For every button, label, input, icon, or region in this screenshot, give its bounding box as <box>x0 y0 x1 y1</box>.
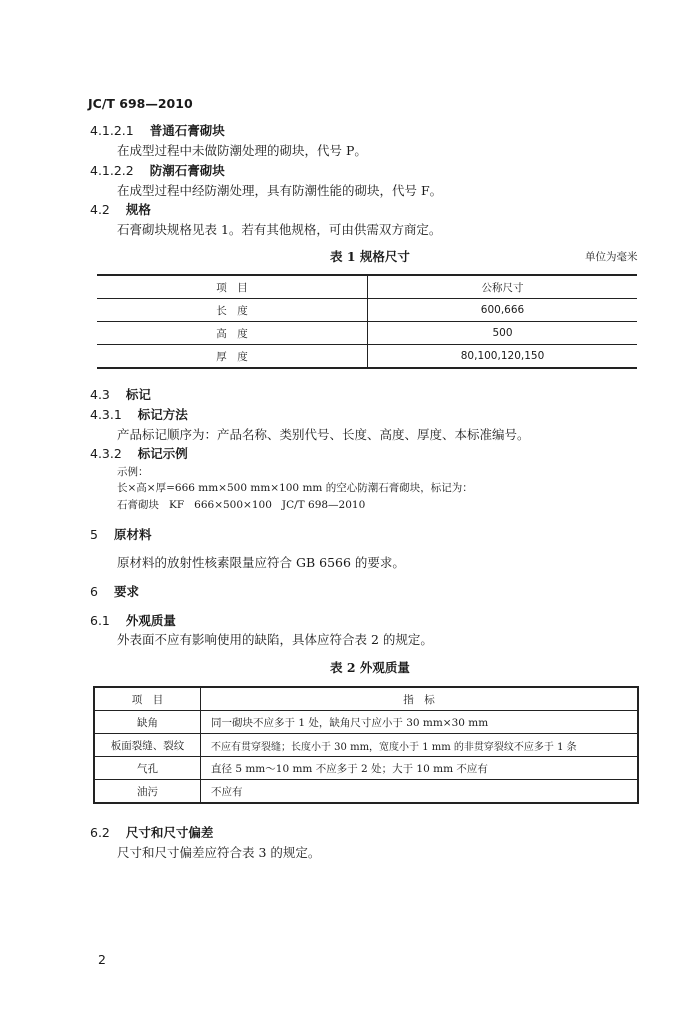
section-title: 要求 <box>113 584 139 599</box>
table-cell: 不应有 <box>201 780 639 804</box>
table-cell: 缺角 <box>94 711 201 734</box>
table-header-cell: 项 目 <box>97 275 368 299</box>
table2 <box>93 686 639 804</box>
section-5-text: 原材料的放射性核素限量应符合 GB 6566 的要求。 <box>117 555 405 570</box>
section-number: 6.2 <box>90 825 110 840</box>
section-number: 4.1.2.1 <box>90 123 134 138</box>
section-4-3-1-heading <box>90 405 188 423</box>
table-cell: 板面裂缝、裂纹 <box>94 734 201 757</box>
section-number: 4.2 <box>90 202 110 217</box>
table-cell: 长 度 <box>97 299 368 322</box>
table-header-cell: 项 目 <box>94 687 201 711</box>
example-label: 示例： <box>117 466 149 478</box>
section-4-3-heading <box>90 385 151 403</box>
section-title: 尺寸和尺寸偏差 <box>125 825 214 840</box>
section-number: 4.3 <box>90 387 110 402</box>
section-4-2-heading <box>90 200 151 218</box>
section-6-1-heading <box>90 611 176 629</box>
table-cell: 厚 度 <box>97 345 368 369</box>
section-4-3-1-text: 产品标记顺序为：产品名称、类别代号、长度、高度、厚度、本标准编号。 <box>117 427 530 442</box>
table-cell: 600,666 <box>368 299 638 322</box>
section-4-1-2-1-heading <box>90 121 225 139</box>
section-4-1-2-2-text: 在成型过程中经防潮处理，具有防潮性能的砌块，代号 F。 <box>117 183 443 198</box>
example-line-2: 石膏砌块 KF 666×500×100 JC/T 698—2010 <box>117 499 366 511</box>
table-row <box>94 734 638 757</box>
section-title: 外观质量 <box>125 613 176 628</box>
section-4-3-2-heading <box>90 444 188 462</box>
table-cell: 油污 <box>94 780 201 804</box>
section-number: 4.3.1 <box>90 407 122 422</box>
section-number: 6 <box>90 584 98 599</box>
section-6-2-text: 尺寸和尺寸偏差应符合表 3 的规定。 <box>117 845 321 860</box>
section-number: 4.3.2 <box>90 446 122 461</box>
table1-unit: 单位为毫米 <box>585 251 638 263</box>
section-6-1-text: 外表面不应有影响使用的缺陷，具体应符合表 2 的规定。 <box>117 632 433 647</box>
section-4-1-2-2-heading <box>90 161 225 179</box>
table-header-cell: 指 标 <box>201 687 639 711</box>
section-number: 5 <box>90 527 98 542</box>
table-row <box>97 345 637 369</box>
page-number: 2 <box>98 952 106 967</box>
section-title: 标记示例 <box>137 446 188 461</box>
table-cell: 高 度 <box>97 322 368 345</box>
section-4-1-2-1-text: 在成型过程中未做防潮处理的砌块，代号 P。 <box>117 143 367 158</box>
section-title: 标记方法 <box>137 407 188 422</box>
table-cell: 不应有贯穿裂缝；长度小于 30 mm，宽度小于 1 mm 的非贯穿裂纹不应多于 1 条 <box>201 734 639 757</box>
example-line-1: 长×高×厚=666 mm×500 mm×100 mm 的空心防潮石膏砌块，标记为： <box>117 482 473 494</box>
table1 <box>97 274 637 369</box>
table1-caption: 表 1 规格尺寸 <box>330 249 410 264</box>
table-header-row <box>94 687 638 711</box>
section-5-heading <box>90 525 151 543</box>
section-title: 标记 <box>125 387 151 402</box>
table2-caption: 表 2 外观质量 <box>330 660 410 675</box>
section-4-2-text: 石膏砌块规格见表 1。若有其他规格，可由供需双方商定。 <box>117 222 442 237</box>
table-header-row <box>97 275 637 299</box>
table-row <box>97 299 637 322</box>
table-row <box>97 322 637 345</box>
section-number: 4.1.2.2 <box>90 163 134 178</box>
standard-code: JC/T 698—2010 <box>88 96 193 111</box>
table-cell: 直径 5 mm～10 mm 不应多于 2 处；大于 10 mm 不应有 <box>201 757 639 780</box>
table-cell: 同一砌块不应多于 1 处，缺角尺寸应小于 30 mm×30 mm <box>201 711 639 734</box>
section-title: 原材料 <box>113 527 152 542</box>
section-6-heading <box>90 582 139 600</box>
section-title: 规格 <box>125 202 151 217</box>
section-title: 普通石膏砌块 <box>149 123 225 138</box>
section-title: 防潮石膏砌块 <box>149 163 225 178</box>
section-6-2-heading <box>90 823 213 841</box>
section-number: 6.1 <box>90 613 110 628</box>
table-row <box>94 757 638 780</box>
table-cell: 气孔 <box>94 757 201 780</box>
table-cell: 500 <box>368 322 638 345</box>
table-row <box>94 780 638 804</box>
table-row <box>94 711 638 734</box>
table-cell: 80,100,120,150 <box>368 345 638 369</box>
table-header-cell: 公称尺寸 <box>368 275 638 299</box>
